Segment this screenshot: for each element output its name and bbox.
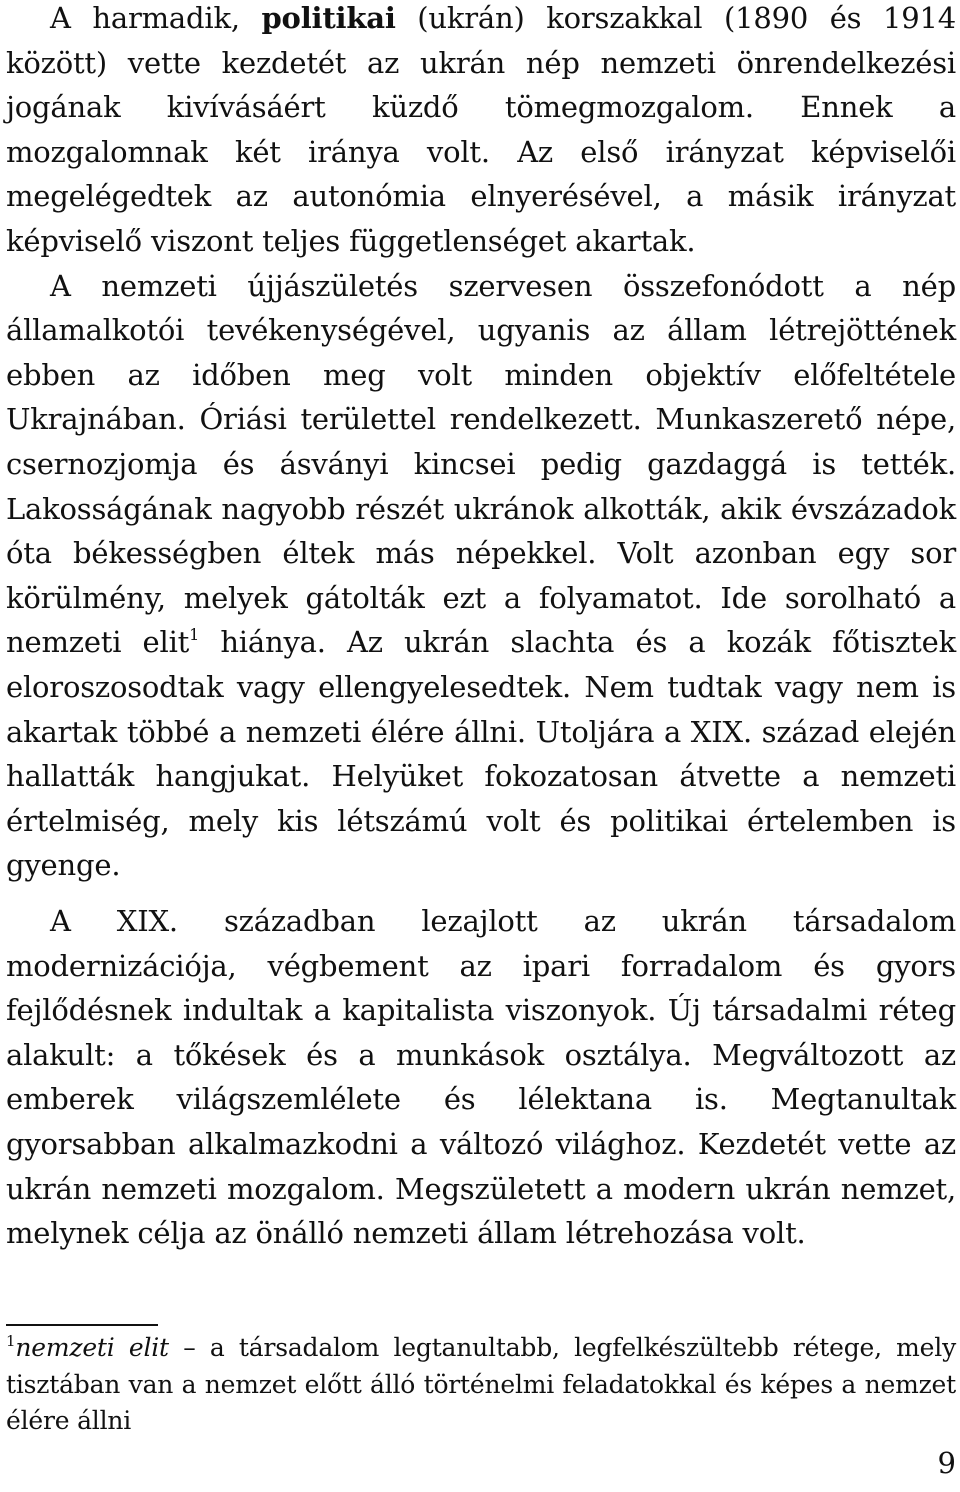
paragraph-3 [6,899,956,1256]
footnote-reference: 1 [189,625,200,645]
p1-start: A harmadik, [50,1,262,35]
footnote-number: 1 [6,1332,16,1350]
p3-text: A XIX. században lezajlott az ukrán társadalom modernizációja, végbement az ipari forradalom és gyors fejlődésnek indultak a kapitalista viszonyok. Új társadalmi réteg alakult: a tőkések és a munkások osztálya. Megváltozott az emberek világszemlélete és lélektana is. Megtanultak gyorsabban alkalmazkodni a változó világhoz. Kezdetét vette az ukrán nemzeti mozgalom. Megszületett a modern ukrán nemzet, melynek célja az önálló nemzeti állam létrehozása volt. [6,904,956,1251]
footnote [6,1330,956,1440]
paragraph-1 [6,0,956,888]
footnote-separator [6,1324,158,1326]
p1-rest: (ukrán) korszakkal (1890 és 1914 között) vette kezdetét az ukrán nép nemzeti önrendelkezési jogának kivívásáért küzdő tömegmozgalom. Ennek a mozgalomnak két iránya volt. Az első irányzat képviselői megelégedtek az autonómia elnyerésével, a másik irányzat képviselő viszont teljes függetlenséget akartak. [6,1,956,258]
p1-bold-term: politikai [261,1,396,35]
footnote-term: nemzeti elit [15,1333,169,1362]
p2-text-before-note: A nemzeti újjászületés szervesen összefonódott a nép államalkotói tevékenységével, ugyanis az állam létrejöttének ebben az időben meg volt minden objektív előfeltétele Ukrajnában. Óriási területtel rendelkezett. Munkaszerető népe, csernozjomja és ásványi kincsei pedig gazdaggá is tették. Lakosságának nagyobb részét ukránok alkották, akik évszázadok óta békességben éltek más népekkel. Volt azonban egy sor körülmény, melyek gátolták ezt a folyamatot. Ide sorolható a nemzeti elit [6,268,956,660]
p2-text-after-note: hiánya. Az ukrán slachta és a kozák főtisztek eloroszosodtak vagy ellengyelesedtek. Nem tudtak vagy nem is akartak többé a nemzeti élére állni. Utoljára a XIX. század elején hallatták hangjukat. Helyüket fokozatosan átvette a nemzeti értelmiség, mely kis létszámú volt és politikai értelemben is gyenge. [6,625,956,883]
footnote-definition: – a társadalom legtanultabb, legfelkészültebb rétege, mely tisztában van a nemzet előtt álló történelmi feladatokkal és képes a nemzet élére állni [6,1333,956,1435]
page-number: 9 [937,1446,956,1480]
